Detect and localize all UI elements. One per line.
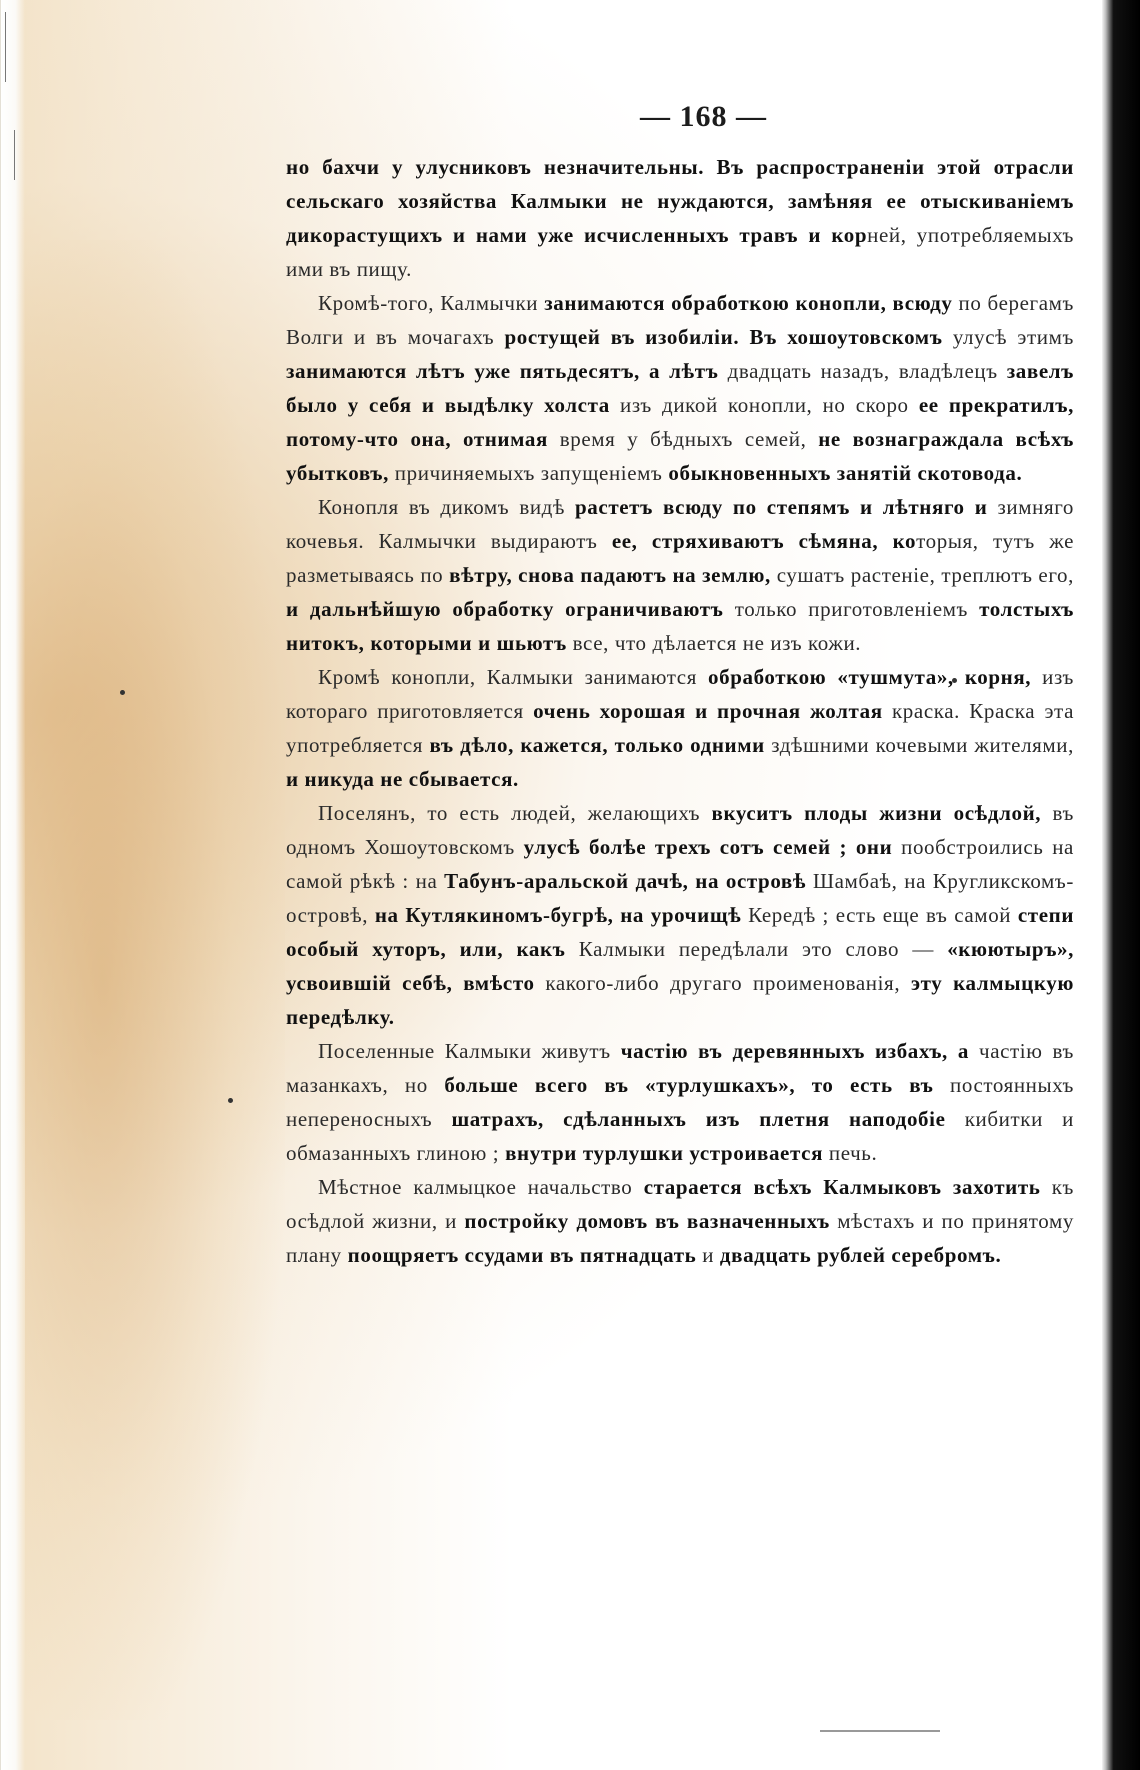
text-run: здѣшними кочевыми жителями, [764,733,1074,757]
text-run: Поселенные Калмыки живутъ [318,1039,621,1063]
paragraph [286,1170,1074,1272]
paragraph [286,150,1074,286]
bold-text-run: занимаются обработкою конопли, всюду [544,291,953,315]
text-run: Кромѣ-того, Калмычки [318,291,545,315]
bold-text-run: шатрахъ, сдѣланныхъ изъ плетня наподобіе [451,1107,946,1131]
text-run: частію въ мазанкахъ, но [286,1039,1075,1097]
edge-mark [14,130,15,180]
paragraph [286,660,1074,796]
speck [120,690,125,695]
bold-text-run: занимаются лѣтъ уже пятьдесятъ, а лѣтъ [286,359,719,383]
text-run: Конопля въ дикомъ видѣ [318,495,576,519]
paragraph [286,490,1074,660]
bold-text-run: Табунъ-аральской дачѣ, на островѣ [444,869,807,893]
text-run: причиняемыхъ запущеніемъ [388,461,669,485]
bold-text-run: частію въ деревянныхъ избахъ, а [620,1039,970,1063]
bold-text-run: вкуситъ плоды жизни осѣдлой, [711,801,1042,825]
page-number: — 168 — [640,100,767,133]
bold-text-run: очень хорошая и прочная жолтая [533,699,883,723]
body-text [286,150,1074,1272]
bold-text-run: эту калмыцкую передѣлку. [286,971,1074,1029]
bold-text-run: не вознаграждала всѣхъ убытковъ, [286,427,1074,485]
bold-text-run: и дальнѣйшую обработку ограничиваютъ [286,597,724,621]
text-run: зимняго кочевья. Калмычки выдираютъ [286,495,1074,553]
text-run: только приготовленіемъ [723,597,980,621]
bold-text-run: вѣтру, снова падаютъ на землю, [449,563,771,587]
bold-text-run: улусѣ болѣе трехъ сотъ семей ; они [523,835,893,859]
text-run: постоянныхъ непереносныхъ [286,1073,1074,1131]
bold-text-run: обработкою «тушмута», корня, [708,665,1032,689]
text-run: въ одномъ Хошоутовскомъ [286,801,1074,859]
text-run: сушатъ растеніе, треплютъ его, [770,563,1074,587]
paragraph [286,286,1074,490]
edge-mark [5,12,6,82]
text-run: къ осѣдлой жизни, и [286,1175,1074,1233]
bold-text-run: старается всѣхъ Калмыковъ захотить [643,1175,1041,1199]
text-run: торыя, тутъ же разметываясь по [286,529,1074,587]
text-run: время у бѣдныхъ семей, [547,427,819,451]
text-run: Поселянъ, то есть людей, желающихъ [318,801,712,825]
bold-text-run: завелъ было у себя и выдѣлку холста [286,359,1074,417]
paragraph [286,1034,1074,1170]
bold-text-run: поощряетъ ссудами въ пятнадцать [347,1243,697,1267]
bold-text-run: и никуда не сбывается. [286,767,519,791]
text-run: изъ дикой конопли, но скоро [609,393,919,417]
page-left-edge [0,0,25,1770]
bold-text-run: но бахчи у улусниковъ незначительны. Въ распространеніи этой отрасли сельскаго хозяйства Калмыки не нуждаются, замѣняя ее отыскиваніемъ дикорастущихъ и нами уже исчисленныхъ травъ и кор [286,155,1074,247]
bold-text-run: больше всего въ «турлушкахъ», то есть въ [444,1073,934,1097]
text-run: ней, употребляемыхъ ими въ пищу. [286,223,1075,281]
bold-text-run: ее прекратилъ, потому-что она, отнимая [286,393,1074,451]
text-run: и [696,1243,720,1267]
text-run: мѣстахъ и по принятому плану [286,1209,1074,1267]
bold-text-run: ростущей въ изобиліи. Въ хошоутовскомъ [504,325,943,349]
text-run: Кромѣ конопли, Калмыки занимаются [318,665,709,689]
bold-text-run: растетъ всюду по степямъ и лѣтняго и [575,495,988,519]
text-run: по берегамъ Волги и въ мочагахъ [286,291,1074,349]
text-run: Мѣстное калмыцкое начальство [318,1175,644,1199]
page-binding-shadow [1102,0,1140,1770]
bold-text-run: обыкновенныхъ занятій скотовода. [668,461,1023,485]
text-run: изъ котораго приготовляется [286,665,1075,723]
bold-text-run: толстыхъ нитокъ, которыми и шьютъ [286,597,1074,655]
text-run: печь. [823,1141,878,1165]
bold-text-run: двадцать рублей серебромъ. [719,1243,1002,1267]
text-run: краска. Краска эта употребляется [286,699,1075,757]
bold-text-run: въ дѣло, кажется, только одними [429,733,765,757]
text-run: улусѣ этимъ [942,325,1074,349]
text-run: кибитки и обмазанныхъ глиною ; [286,1107,1074,1165]
text-run: Калмыки передѣлали это слово — [565,937,948,961]
age-stain [25,240,285,1720]
text-run: Кередѣ ; есть еще въ самой [741,903,1018,927]
text-run: двадцать назадъ, владѣлецъ [718,359,1007,383]
bold-text-run: на Кутлякиномъ-бугрѣ, на урочищѣ [374,903,742,927]
bold-text-run: внутри турлушки устроивается [505,1141,824,1165]
bottom-mark [820,1730,940,1732]
bold-text-run: «кюютыръ», усвоившій себѣ, вмѣсто [286,937,1075,995]
speck [228,1098,233,1103]
bold-text-run: постройку домовъ въ вазначенныхъ [464,1209,830,1233]
text-run: все, что дѣлается не изъ кожи. [566,631,862,655]
bold-text-run: степи особый хуторъ, или, какъ [286,903,1075,961]
text-run: пообстроились на самой рѣкѣ : на [286,835,1074,893]
text-run: какого-либо другаго проименованія, [534,971,911,995]
paragraph [286,796,1074,1034]
bold-text-run: ее, стряхиваютъ сѣмяна, ко [611,529,917,553]
text-run: Шамбаѣ, на Кругликскомъ-островѣ, [286,869,1074,927]
